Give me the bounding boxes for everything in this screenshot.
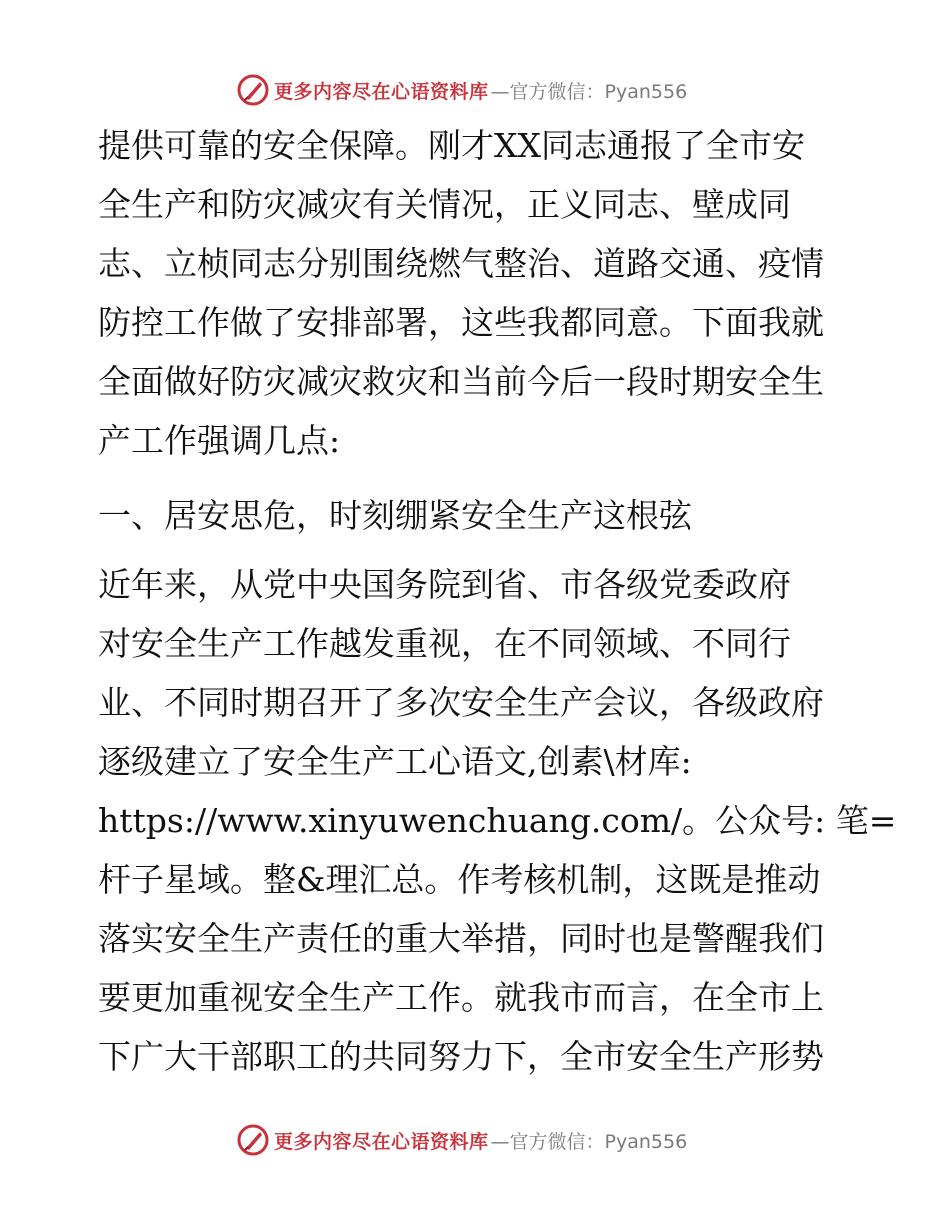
body-line: 杆子星域。整&理汇总。作考核机制，这既是推动 [98, 860, 821, 899]
body-line: 提供可靠的安全保障。刚才XX同志通报了全市安 [98, 126, 805, 165]
body-line: 产工作强调几点: [98, 421, 341, 460]
banner-wechat-text: —官方微信：Pyan556 [490, 80, 688, 103]
body-line: 逐级建立了安全生产工心语文,创素\材库: [98, 742, 692, 781]
body-line: 业、不同时期召开了多次安全生产会议，各级政府 [98, 683, 824, 722]
quill-logo-icon [236, 73, 270, 107]
banner-title: 更多内容尽在心语资料库 [274, 80, 489, 103]
body-line: 全生产和防灾减灾有关情况，正义同志、壁成同 [98, 185, 791, 224]
body-line: 志、立桢同志分别围绕燃气整治、道路交通、疫情 [98, 244, 824, 283]
body-line: 要更加重视安全生产工作。就我市而言，在全市上 [98, 978, 824, 1017]
header-banner [236, 72, 687, 108]
banner-wechat-text: —官方微信：Pyan556 [490, 1130, 688, 1153]
footer-banner [236, 1122, 687, 1158]
body-line: 落实安全生产责任的重大举措，同时也是警醒我们 [98, 919, 824, 958]
body-line: 防控工作做了安排部署，这些我都同意。下面我就 [98, 303, 824, 342]
section-heading: 一、居安思危，时刻绷紧安全生产这根弦 [98, 496, 692, 535]
banner-title: 更多内容尽在心语资料库 [274, 1130, 489, 1153]
body-line: 对安全生产工作越发重视，在不同领域、不同行 [98, 624, 791, 663]
body-line: 全面做好防灾减灾救灾和当前今后一段时期安全生 [98, 362, 824, 401]
body-line: 近年来，从党中央国务院到省、市各级党委政府 [98, 565, 791, 604]
body-line: https://www.xinyuwenchuang.com/。公众号: 笔= [98, 801, 897, 840]
body-line: 下广大干部职工的共同努力下，全市安全生产形势 [98, 1037, 824, 1076]
quill-logo-icon [236, 1123, 270, 1157]
